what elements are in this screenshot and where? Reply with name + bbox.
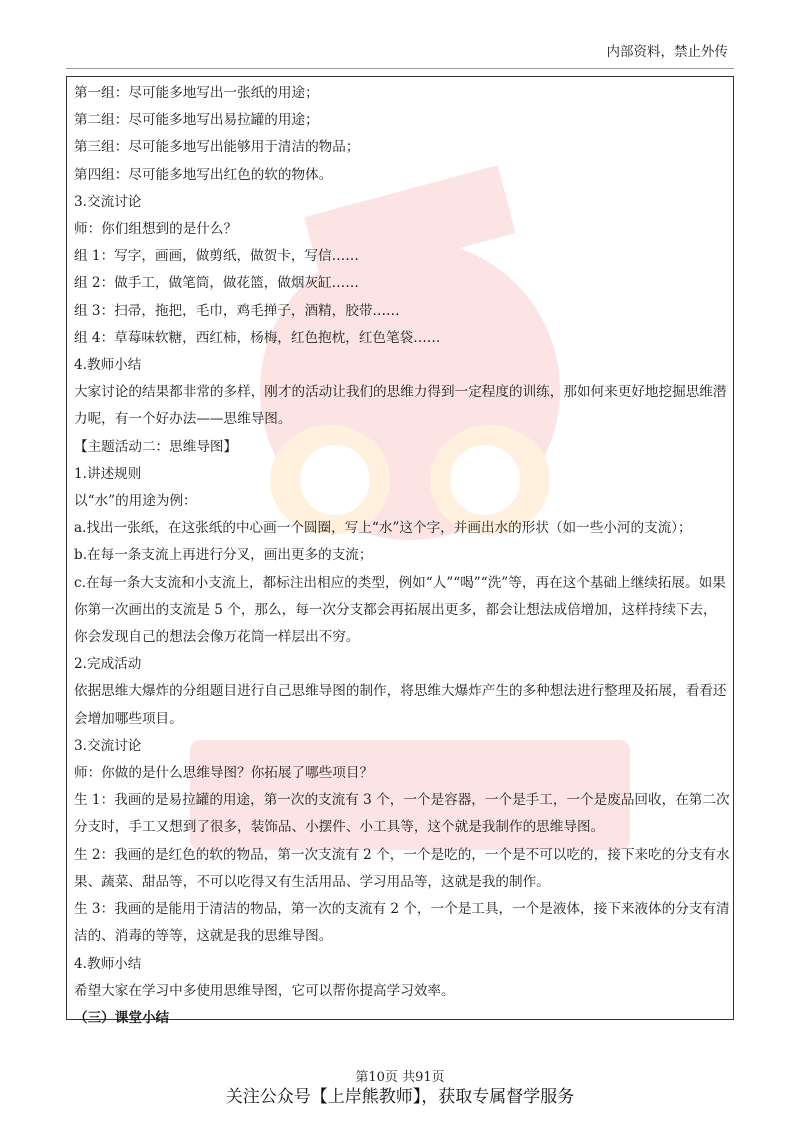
promo-text: 关注公众号【上岸熊教师】，获取专属督学服务	[225, 1087, 575, 1107]
student-2-answer: 生 2：我画的是红色的软的物品，第一次支流有 2 个，一个是吃的，一个是不可以吃的，接下来吃的分支有水果、蔬菜、甜品等，不可以吃得又有生活用品、学习用品等，这就是我的制作。	[74, 846, 730, 890]
group-3-task: 第三组：尽可能多地写出能够用于清洁的物品；	[74, 139, 360, 156]
page-number: 第10页 共91页	[355, 1070, 445, 1085]
rule-c: c.在每一条大支流和小支流上，都标注出相应的类型，例如“人”“喝”“洗”等，再在这个基础上继续拓展。如果你第一次画出的支流是 5 个，那么，每一次分支都会再拓展出更多，都会让想法成倍增加，这样持续下去，你会发现自己的想法会像万花筒一样层出不穷。	[74, 574, 726, 646]
section-heading: 4.教师小结	[74, 357, 142, 374]
section-heading: 3.交流讨论	[74, 737, 142, 754]
rule-b: b.在每一条支流上再进行分叉，画出更多的支流；	[74, 547, 373, 564]
example-intro: 以“水”的用途为例：	[74, 493, 197, 510]
teacher-question: 师：你做的是什么思维导图？你拓展了哪些项目？	[74, 765, 374, 782]
activity-title: 【主题活动二：思维导图】	[74, 438, 238, 455]
section-heading: 1.讲述规则	[74, 465, 142, 482]
group-1-answer: 组 1：写字，画画，做剪纸，做贺卡，写信……	[74, 248, 359, 265]
teacher-summary: 希望大家在学习中多使用思维导图，它可以帮你提高学习效率。	[74, 982, 455, 999]
student-3-answer: 生 3：我画的是能用于清洁的物品，第一次的支流有 2 个，一个是工具，一个是液体，接下来液体的分支有清洁的、消毒的等等，这就是我的思维导图。	[74, 901, 730, 945]
section-heading: 4.教师小结	[74, 955, 142, 972]
activity-instruction: 依据思维大爆炸的分组题目进行自己思维导图的制作，将思维大爆炸产生的多种想法进行整理及拓展，看看还会增加哪些项目。	[74, 683, 727, 727]
group-1-task: 第一组：尽可能多地写出一张纸的用途；	[74, 85, 319, 101]
section-heading: 3.交流讨论	[74, 193, 142, 210]
class-summary-heading: （三）课堂小结	[74, 1009, 170, 1026]
group-2-task: 第二组：尽可能多地写出易拉罐的用途；	[74, 112, 319, 129]
group-4-task: 第四组：尽可能多地写出红色的软的物体。	[74, 166, 333, 183]
student-1-answer: 生 1：我画的是易拉罐的用途，第一次的支流有 3 个，一个是容器，一个是手工，一个是废品回收，在第二次分支时，手工又想到了很多，装饰品、小摆件、小工具等，这个就是我制作的思维导图。	[74, 792, 730, 836]
group-2-answer: 组 2：做手工，做笔筒，做花篮，做烟灰缸……	[74, 275, 359, 292]
header-note: 内部资料，禁止外传	[606, 44, 728, 60]
lesson-content	[74, 80, 730, 1032]
group-3-answer: 组 3：扫帚，拖把，毛巾，鸡毛掸子，酒精，胶带……	[74, 302, 400, 319]
header-divider	[66, 68, 734, 69]
section-heading: 2.完成活动	[74, 656, 142, 673]
teacher-question: 师：你们组想到的是什么？	[74, 221, 238, 238]
group-4-answer: 组 4：草莓味软糖，西红柿，杨梅，红色抱枕，红色笔袋……	[74, 329, 441, 346]
teacher-summary: 大家讨论的结果都非常的多样，刚才的活动让我们的思维力得到一定程度的训练，那如何来更好地挖掘思维潜力呢，有一个好办法——思维导图。	[74, 384, 727, 428]
rule-a: a.找出一张纸，在这张纸的中心画一个圆圈，写上“水”这个字，并画出水的形状（如一些小河的支流）；	[74, 520, 692, 537]
